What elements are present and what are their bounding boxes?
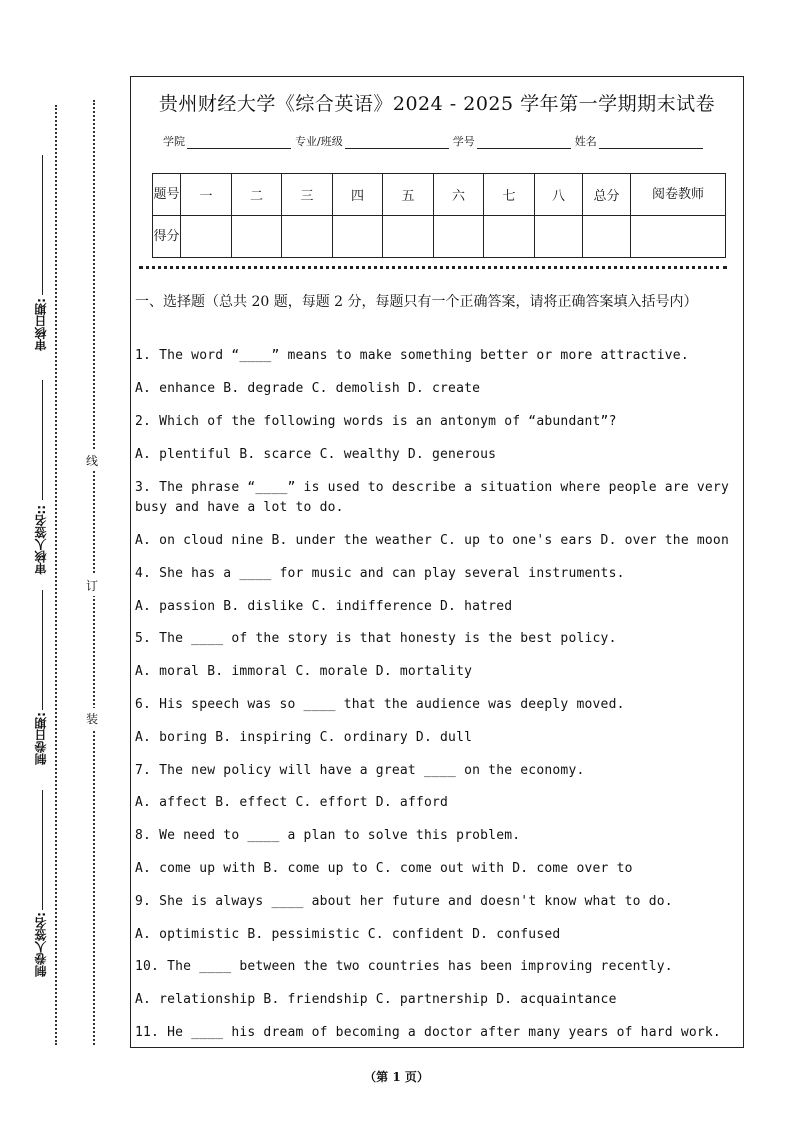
reviewer-sign-label: 审核人签名:: <box>34 505 48 575</box>
reviewer-date-label: 审核日期: <box>34 298 48 351</box>
question-2: 2. Which of the following words is an antonym of “abundant”? <box>135 414 617 429</box>
maker-date-underline <box>42 590 43 710</box>
inner-dotted-line <box>93 100 95 1045</box>
reviewer-sign-underline <box>42 380 43 500</box>
bind-line-mark: 订 <box>86 575 98 596</box>
col-header: 八 <box>535 174 583 216</box>
score-table <box>152 173 726 258</box>
maker-sign-underline <box>42 790 43 910</box>
col-header: 六 <box>434 174 484 216</box>
cut-line-mark: 线 <box>86 450 98 471</box>
score-table-score-row <box>153 216 726 258</box>
student-id-label: 学号 <box>452 135 475 148</box>
options-9: A. optimistic B. pessimistic C. confident D. confused <box>135 927 561 942</box>
col-header: 二 <box>232 174 282 216</box>
question-8: 8. We need to ____ a plan to solve this problem. <box>135 828 521 843</box>
exam-frame <box>130 76 744 1048</box>
score-cell[interactable] <box>484 216 535 258</box>
score-cell[interactable] <box>333 216 383 258</box>
question-11: 11. He ____ his dream of becoming a doctor after many years of hard work. <box>135 1025 721 1040</box>
score-cell[interactable] <box>282 216 333 258</box>
options-10: A. relationship B. friendship C. partnership D. acquaintance <box>135 992 617 1007</box>
options-6: A. boring B. inspiring C. ordinary D. dull <box>135 730 473 745</box>
question-1: 1. The word “____” means to make something better or more attractive. <box>135 348 689 363</box>
score-cell[interactable] <box>434 216 484 258</box>
maker-sign-label: 制卷人签名: <box>34 912 48 977</box>
page-title: 贵州财经大学《综合英语》2024 - 2025 学年第一学期期末试卷 <box>158 93 716 115</box>
options-4: A. passion B. dislike C. indifference D. hatred <box>135 599 513 614</box>
options-3: A. on cloud nine B. under the weather C. up to one's ears D. over the moon <box>135 533 729 548</box>
question-3: 3. The phrase “____” is used to describe a situation where people are very <box>135 480 729 495</box>
options-7: A. affect B. effect C. effort D. afford <box>135 795 449 810</box>
options-2: A. plentiful B. scarce C. wealthy D. generous <box>135 447 497 462</box>
score-cell-total[interactable] <box>583 216 631 258</box>
score-cell-grader[interactable] <box>631 216 726 258</box>
options-1: A. enhance B. degrade C. demolish D. create <box>135 381 481 396</box>
dotted-divider <box>139 266 727 269</box>
name-label: 姓名 <box>574 135 597 148</box>
question-9: 9. She is always ____ about her future and doesn't know what to do. <box>135 894 673 909</box>
name-field[interactable] <box>599 135 703 149</box>
col-header: 一 <box>181 174 232 216</box>
col-header: 三 <box>282 174 333 216</box>
question-5: 5. The ____ of the story is that honesty is the best policy. <box>135 631 617 646</box>
options-5: A. moral B. immoral C. morale D. mortality <box>135 664 473 679</box>
question-3-cont: busy and have a lot to do. <box>135 500 344 515</box>
score-table-header-row <box>153 174 726 216</box>
reviewer-date-underline <box>42 155 43 295</box>
maker-date-label: 制卷日期: <box>34 712 48 765</box>
major-label: 专业/班级 <box>295 135 343 148</box>
student-info-row <box>163 133 707 149</box>
col-header: 七 <box>484 174 535 216</box>
score-cell[interactable] <box>535 216 583 258</box>
question-7: 7. The new policy will have a great ____ on the economy. <box>135 763 585 778</box>
col-header-total: 总分 <box>583 174 631 216</box>
row-label-question-number: 题号 <box>153 174 181 216</box>
col-header-grader: 阅卷教师 <box>631 174 726 216</box>
major-field[interactable] <box>345 135 449 149</box>
page-number: （第 1 页） <box>364 1070 429 1084</box>
col-header: 四 <box>333 174 383 216</box>
question-10: 10. The ____ between the two countries has been improving recently. <box>135 959 673 974</box>
student-id-field[interactable] <box>477 135 571 149</box>
col-header: 五 <box>383 174 434 216</box>
section-heading: 一、选择题（总共 20 题，每题 2 分，每题只有一个正确答案，请将正确答案填入括号内） <box>135 294 698 310</box>
college-field[interactable] <box>187 135 291 149</box>
seal-line-mark: 装 <box>86 708 98 729</box>
question-6: 6. His speech was so ____ that the audience was deeply moved. <box>135 697 625 712</box>
score-cell[interactable] <box>232 216 282 258</box>
score-cell[interactable] <box>181 216 232 258</box>
college-label: 学院 <box>163 135 185 148</box>
question-4: 4. She has a ____ for music and can play several instruments. <box>135 566 625 581</box>
score-cell[interactable] <box>383 216 434 258</box>
row-label-score: 得分 <box>153 216 181 258</box>
outer-dotted-line <box>55 105 57 1045</box>
options-8: A. come up with B. come up to C. come out with D. come over to <box>135 861 633 876</box>
